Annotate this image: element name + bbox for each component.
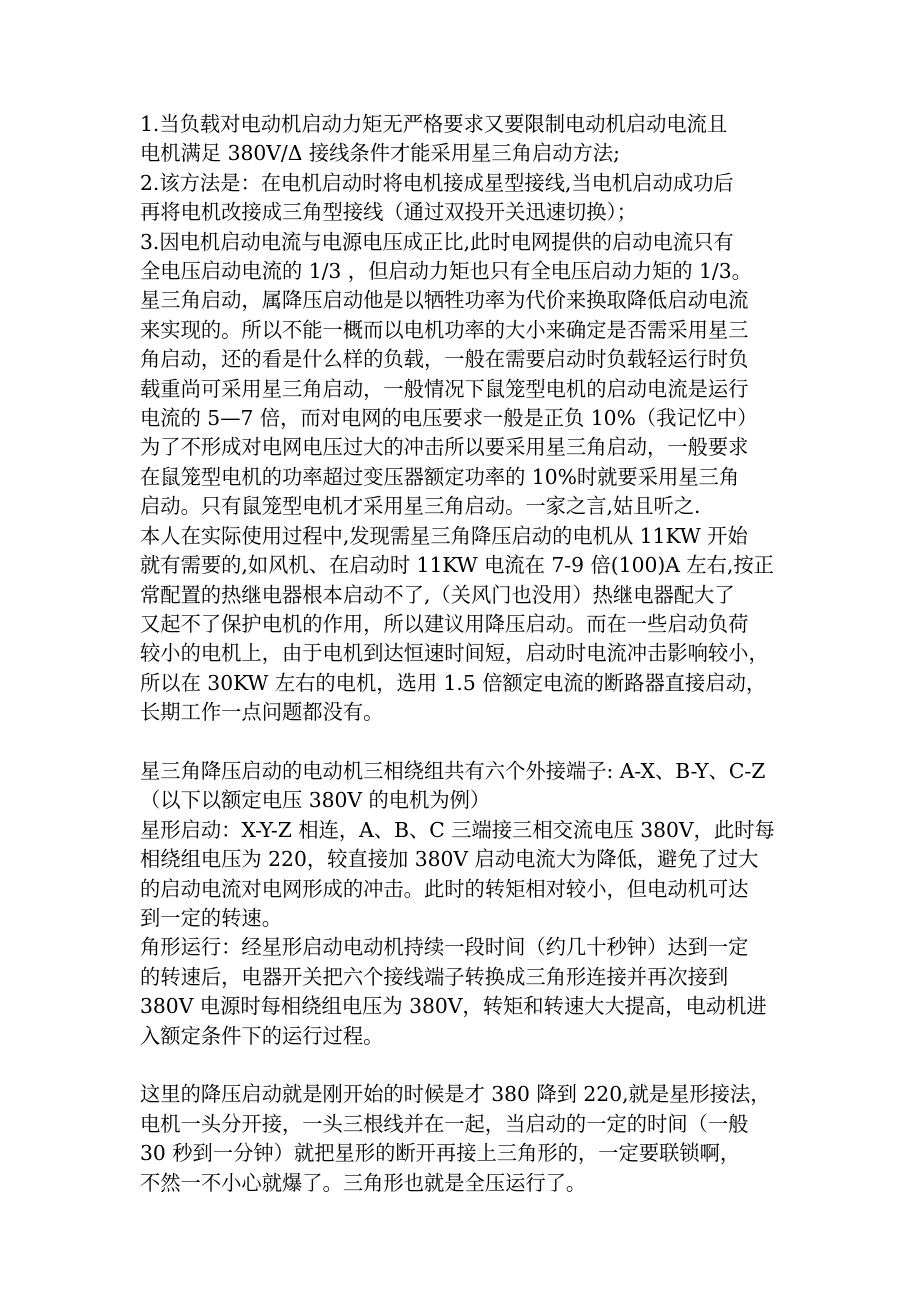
paragraph-spacer — [140, 728, 790, 757]
paragraph-spacer — [140, 1051, 790, 1080]
text-line: 30 秒到一分钟）就把星形的断开再接上三角形的，一定要联锁啊， — [140, 1141, 741, 1166]
text-line: 本人在实际使用过程中,发现需星三角降压启动的电机从 11KW 开始 — [140, 523, 748, 548]
text-line: 为了不形成对电网电压过大的冲击所以要采用星三角启动，一般要求 — [140, 435, 749, 460]
text-line: 电机满足 380V/Δ 接线条件才能采用星三角启动方法; — [140, 141, 620, 166]
text-line: 电流的 5—7 倍，而对电网的电压要求一般是正负 10%（我记忆中） — [140, 406, 758, 431]
text-line: 星形启动：X-Y-Z 相连，A、B、C 三端接三相交流电压 380V，此时每 — [140, 817, 775, 842]
text-line: 较小的电机上，由于电机到达恒速时间短，启动时电流冲击影响较小， — [140, 641, 769, 666]
paragraph — [140, 169, 790, 228]
text-line: 入额定条件下的运行过程。 — [140, 1023, 384, 1048]
text-line: 角启动，还的看是什么样的负载，一般在需要启动时负载轻运行时负 — [140, 347, 749, 372]
text-line: 长期工作一点问题都没有。 — [140, 700, 384, 725]
text-line: 到一定的转速。 — [140, 905, 282, 930]
text-line: 角形运行：经星形启动电动机持续一段时间（约几十秒钟）达到一定 — [140, 935, 749, 960]
paragraph — [140, 757, 790, 816]
paragraph — [140, 1080, 790, 1198]
text-line: 1.当负载对电动机启动力矩无严格要求又要限制电动机启动电流且 — [140, 112, 728, 136]
paragraph — [140, 522, 790, 728]
text-line: 的转速后，电器开关把六个接线端子转换成三角形连接并再次接到 — [140, 964, 729, 989]
text-line: 3.因电机启动电流与电源电压成正比,此时电网提供的启动电流只有 — [140, 229, 734, 254]
text-line: 不然一不小心就爆了。三角形也就是全压运行了。 — [140, 1170, 587, 1195]
text-line: 380V 电源时每相绕组电压为 380V，转矩和转速大大提高，电动机进 — [140, 994, 767, 1019]
text-line: （以下以额定电压 380V 的电机为例） — [140, 788, 491, 813]
paragraph — [140, 228, 790, 522]
text-line: 星三角降压启动的电动机三相绕组共有六个外接端子: A-X、B-Y、C-Z — [140, 758, 766, 783]
text-line: 在鼠笼型电机的功率超过变压器额定功率的 10%时就要采用星三角 — [140, 464, 740, 489]
paragraph — [140, 933, 790, 1051]
text-line: 这里的降压启动就是刚开始的时候是才 380 降到 220,就是星形接法， — [140, 1082, 771, 1107]
text-line: 的启动电流对电网形成的冲击。此时的转矩相对较小，但电动机可达 — [140, 876, 749, 901]
text-line: 2.该方法是：在电机启动时将电机接成星型接线,当电机启动成功后 — [140, 170, 734, 195]
paragraph — [140, 816, 790, 934]
document-page — [140, 110, 790, 1198]
text-line: 再将电机改接成三角型接线（通过双投开关迅速切换）； — [140, 200, 637, 225]
text-line: 电机一头分开接，一头三根线并在一起，当启动的一定的时间（一般 — [140, 1111, 749, 1136]
text-line: 全电压启动电流的 1/3 ，但启动力矩也只有全电压启动力矩的 1/3。 — [140, 259, 752, 284]
paragraph — [140, 110, 790, 169]
text-line: 所以在 30KW 左右的电机，选用 1.5 倍额定电流的断路器直接启动， — [140, 670, 767, 695]
text-line: 来实现的。所以不能一概而以电机功率的大小来确定是否需采用星三 — [140, 317, 749, 342]
text-line: 又起不了保护电机的作用，所以建议用降压启动。而在一些启动负荷 — [140, 611, 749, 636]
text-line: 相绕组电压为 220，较直接加 380V 启动电流大为降低，避免了过大 — [140, 847, 759, 872]
text-line: 启动。只有鼠笼型电机才采用星三角启动。一家之言,姑且听之. — [140, 494, 701, 519]
text-line: 载重尚可采用星三角启动，一般情况下鼠笼型电机的启动电流是运行 — [140, 376, 749, 401]
text-line: 就有需要的,如风机、在启动时 11KW 电流在 7-9 倍(100)A 左右,按正 — [140, 553, 774, 578]
text-line: 星三角启动，属降压启动他是以牺牲功率为代价来换取降低启动电流 — [140, 288, 749, 313]
text-line: 常配置的热继电器根本启动不了,（关风门也没用）热继电器配大了 — [140, 582, 735, 607]
